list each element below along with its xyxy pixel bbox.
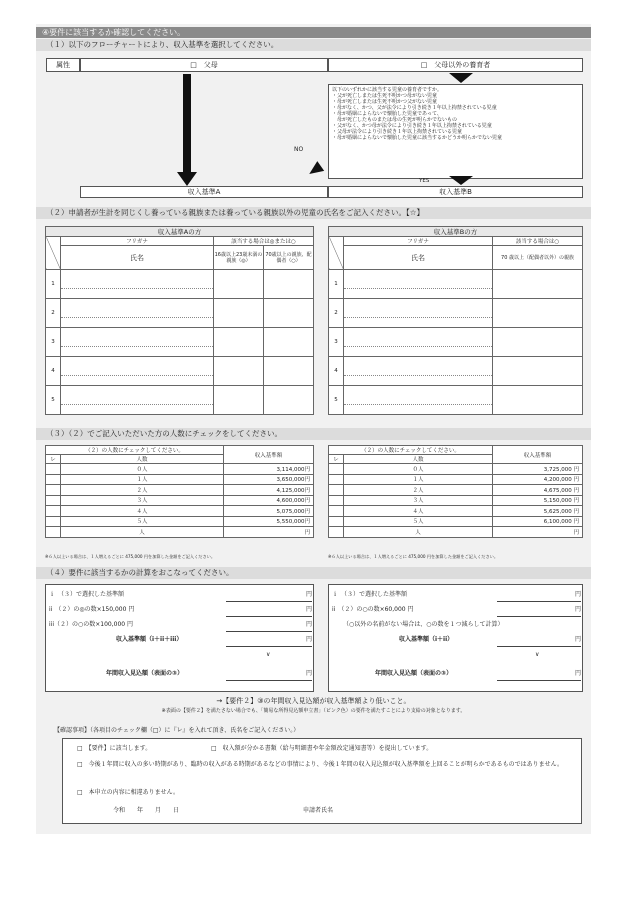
confirm-truth-checkbox[interactable]: □ 本申立の内容に相違ありません。 — [77, 789, 180, 796]
amount-cell: 4,600,000円 — [224, 495, 314, 506]
calc-b-ineq: ∨ — [535, 651, 540, 658]
row-number: 5 — [46, 386, 61, 415]
condition-line: ・父が死亡しまたは生死不明かつ母がない児童 — [332, 93, 438, 99]
count-check-cell[interactable] — [46, 495, 61, 506]
condition-line: ・母が婚姻によらないで懐胎した児童であって、 — [332, 111, 442, 117]
confirm-requirement-checkbox[interactable]: □ 【要件】に該当します。 — [77, 745, 152, 752]
amount-cell: 4,675,000 円 — [493, 485, 583, 496]
check-cell[interactable] — [493, 270, 583, 299]
check-cell[interactable] — [493, 357, 583, 386]
row-number: 3 — [329, 328, 344, 357]
yen: 円 — [575, 591, 582, 598]
check-cell[interactable] — [493, 299, 583, 328]
requirement2-note: ※表面の【要件２】を満たさない場合でも、「簡易な所得見込額申立書」（ピンク色）の要件を満たすことにより支給の対象となります。 — [161, 708, 466, 714]
arrow-down-small-icon — [449, 73, 473, 83]
applies-header: 該当する場合は○ — [493, 237, 583, 246]
calc-b-i: ｉ （３）で選択した基準額 — [332, 591, 408, 598]
count-table-b — [328, 445, 583, 538]
yen: 円 — [306, 670, 313, 677]
count-check-cell[interactable] — [329, 474, 344, 485]
requirement2: →【要件２】③の年間収入見込額が収入基準額より低いこと。 — [216, 697, 411, 705]
name-header: 氏名 — [344, 246, 493, 270]
row-number: 1 — [46, 270, 61, 299]
calc-a-total: 収入基準額（i＋ii＋iii） — [116, 636, 183, 643]
people-header: 人数 — [61, 455, 224, 464]
count-table-a — [45, 445, 314, 538]
check-cell[interactable] — [214, 270, 264, 299]
row-number: 3 — [46, 328, 61, 357]
people-cell: ５人 — [61, 516, 224, 527]
name-cell[interactable] — [344, 328, 493, 357]
yen: 円 — [306, 636, 313, 643]
yen: 円 — [575, 606, 582, 613]
confirm-document-checkbox[interactable]: □ 収入額が分かる書類（給与明細書や年金額改定通知書等）を提出しています。 — [211, 745, 433, 752]
name-cell[interactable] — [61, 386, 214, 415]
count-note-a: ※６人以上いる場合は、１人増えるごとに 475,000 円を加算した金額をご記入ください。 — [45, 554, 216, 559]
no-label: NO — [294, 146, 304, 153]
row-number: 4 — [46, 357, 61, 386]
amount-cell: 3,650,000円 — [224, 474, 314, 485]
applies-header: 該当する場合は◎または○ — [214, 237, 314, 246]
corner-cell — [46, 237, 61, 270]
amount-cell: 5,550,000円 — [224, 516, 314, 527]
condition-line: 母が死亡したものまたは母の生死が明らかでないもの — [332, 117, 458, 123]
amount-cell: 4,125,000円 — [224, 485, 314, 496]
name-header: 氏名 — [61, 246, 214, 270]
amount-header: 収入基準額 — [224, 446, 314, 464]
arrow-no-icon — [306, 161, 324, 179]
form-page — [36, 24, 591, 834]
count-check-cell[interactable] — [46, 506, 61, 517]
conditions-box — [328, 84, 583, 179]
col1-header: 70 歳以上（配偶者以外）の親族 — [493, 246, 583, 270]
step2-heading: （２）申請者が生計を同じくし養っている親族または養っている親族以外の児童の氏名をご記入ください。【☆】 — [36, 207, 591, 219]
name-cell[interactable] — [344, 357, 493, 386]
calc-b-annual: 年間収入見込額（表面の③） — [375, 670, 453, 677]
check-cell[interactable] — [214, 299, 264, 328]
people-header: 人数 — [344, 455, 493, 464]
people-cell: ５人 — [344, 516, 493, 527]
table-b — [328, 226, 583, 415]
amount-cell: 3,725,000 円 — [493, 464, 583, 475]
yen: 円 — [575, 636, 582, 643]
people-cell: ３人 — [344, 495, 493, 506]
row-number: 5 — [329, 386, 344, 415]
count-check-cell[interactable] — [46, 464, 61, 475]
condition-line: 以下のいずれかに該当する児童の養育者ですか。 — [332, 87, 443, 93]
people-cell: ２人 — [61, 485, 224, 496]
calc-b-note: （○以外の名前がない場合は、○の数を１つ減らして計算） — [343, 621, 504, 628]
calc-box-b — [328, 584, 583, 692]
condition-line: ・母が婚姻によらないで懐胎した児童に該当するかどうか明らかでない児童 — [332, 135, 503, 141]
name-cell[interactable] — [61, 357, 214, 386]
check-cell[interactable] — [264, 386, 314, 415]
others-checkbox[interactable]: □ 父母以外の養育者 — [328, 58, 583, 72]
amount-cell: 6,100,000 円 — [493, 516, 583, 527]
count-check-cell[interactable] — [329, 464, 344, 475]
check-cell[interactable] — [493, 328, 583, 357]
calc-a-ineq: ∨ — [266, 651, 271, 658]
check-cell[interactable] — [264, 357, 314, 386]
col2-header: 70歳以上の親族、配偶者（○） — [264, 246, 314, 270]
condition-line: ・母がなく、かつ、父が法令により引き続き１年以上拘禁されている児童 — [332, 105, 497, 111]
step3-heading: （３）（２）でご記入いただいた方の人数にチェックをしてください。 — [36, 428, 591, 440]
row-number: 2 — [46, 299, 61, 328]
condition-line: ・父母が法令により引き続き１年以上拘禁されている児童 — [332, 129, 463, 135]
people-cell: ０人 — [61, 464, 224, 475]
name-cell[interactable] — [344, 386, 493, 415]
condition-line: ・母が死亡しまたは生死不明かつ父がない児童 — [332, 99, 438, 105]
yen: 円 — [306, 606, 313, 613]
amount-cell: 3,114,000円 — [224, 464, 314, 475]
count-check-cell[interactable] — [329, 506, 344, 517]
arrow-yes-icon — [449, 176, 473, 185]
count-check-cell[interactable] — [46, 485, 61, 496]
result-a: 収入基準A — [80, 186, 328, 198]
yen: 円 — [575, 670, 582, 677]
calc-a-ii: ii （２）の◎の数×150,000 円 — [49, 606, 135, 613]
condition-line: ・父がなく、かつ母が法令により引き続き１年以上拘禁されている児童 — [332, 123, 492, 129]
confirm-box — [62, 738, 582, 824]
check-cell[interactable] — [214, 386, 264, 415]
yen: 円 — [306, 621, 313, 628]
amount-cell[interactable]: 円 — [224, 527, 314, 538]
table-a-title: 収入基準Aの方 — [46, 227, 314, 237]
row-number: 1 — [329, 270, 344, 299]
people-cell: １人 — [61, 474, 224, 485]
people-cell: ２人 — [344, 485, 493, 496]
calc-a-i: ｉ （３）で選択した基準額 — [49, 591, 125, 598]
yen: 円 — [306, 591, 313, 598]
check-cell[interactable] — [264, 270, 314, 299]
amount-header: 収入基準額 — [493, 446, 583, 464]
people-cell: ３人 — [61, 495, 224, 506]
calc-box-a — [45, 584, 314, 692]
calc-a-iii: iii（２）の○の数×100,000 円 — [49, 621, 133, 628]
confirm-title: 【確認事項】（各項目のチェック欄（□）に『レ』を入れて頂き、氏名をご記入ください。） — [54, 727, 300, 734]
arrow-down-icon — [183, 74, 191, 174]
name-cell[interactable] — [344, 270, 493, 299]
arrow-head-icon — [177, 172, 197, 186]
check-header: レ — [329, 455, 344, 464]
people-cell[interactable]: 人 — [344, 527, 493, 538]
attr-label: 属性 — [46, 58, 80, 72]
step1-heading: （１）以下のフローチャートにより、収入基準を選択してください。 — [36, 39, 591, 51]
check-cell[interactable] — [214, 357, 264, 386]
furigana-header: フリガナ — [344, 237, 493, 246]
name-cell[interactable] — [61, 270, 214, 299]
row-number: 2 — [329, 299, 344, 328]
count-check-cell[interactable] — [46, 527, 61, 538]
calc-b-total: 収入基準額（i＋ii） — [399, 636, 454, 643]
check-cell[interactable] — [264, 328, 314, 357]
check-cell[interactable] — [493, 386, 583, 415]
name-cell[interactable] — [61, 299, 214, 328]
result-b: 収入基準B — [328, 186, 583, 198]
people-cell: ４人 — [61, 506, 224, 517]
amount-cell: 5,625,000 円 — [493, 506, 583, 517]
count-head: （２）の人数にチェックしてください。 — [46, 446, 224, 455]
people-cell[interactable]: 人 — [61, 527, 224, 538]
calc-a-annual: 年間収入見込額（表面の③） — [106, 670, 184, 677]
count-check-cell[interactable] — [329, 495, 344, 506]
count-check-cell[interactable] — [329, 485, 344, 496]
people-cell: ０人 — [344, 464, 493, 475]
people-cell: １人 — [344, 474, 493, 485]
col1-header: 16歳以上23歳未満の親族（◎） — [214, 246, 264, 270]
check-cell[interactable] — [264, 299, 314, 328]
amount-cell: 5,150,000 円 — [493, 495, 583, 506]
name-cell[interactable] — [344, 299, 493, 328]
table-a — [45, 226, 314, 415]
furigana-header: フリガナ — [61, 237, 214, 246]
check-cell[interactable] — [214, 328, 264, 357]
name-cell[interactable] — [61, 328, 214, 357]
amount-cell[interactable]: 円 — [493, 527, 583, 538]
count-check-cell[interactable] — [329, 527, 344, 538]
row-number: 4 — [329, 357, 344, 386]
section-title: ④要件に該当するか確認してください。 — [36, 27, 591, 38]
amount-cell: 4,200,000 円 — [493, 474, 583, 485]
amount-cell: 5,075,000円 — [224, 506, 314, 517]
check-header: レ — [46, 455, 61, 464]
parents-checkbox[interactable]: □ 父母 — [80, 58, 328, 72]
date-field[interactable]: 令和 年 月 日 — [113, 807, 180, 814]
people-cell: ４人 — [344, 506, 493, 517]
table-b-title: 収入基準Bの方 — [329, 227, 583, 237]
applicant-name-field[interactable]: 申請者氏名 — [303, 807, 334, 814]
calc-b-ii: ii （２）の○の数×60,000 円 — [332, 606, 414, 613]
count-note-b: ※６人以上いる場合は、１人増えるごとに 475,000 円を加算した金額をご記入ください。 — [328, 554, 499, 559]
yes-label: YES — [419, 178, 430, 184]
count-check-cell[interactable] — [46, 516, 61, 527]
corner-cell — [329, 237, 344, 270]
step4-heading: （４）要件に該当するかの計算をおこなってください。 — [36, 567, 591, 579]
count-head: （２）の人数にチェックしてください。 — [329, 446, 493, 455]
confirm-income-checkbox[interactable]: □ 今後１年間に収入の多い時期があり、臨時の収入がある時期があるなどの事情により、今後１年間の収入見込額が収入基準額を上回ることが明らかであるものではありません。 — [77, 761, 564, 768]
count-check-cell[interactable] — [46, 474, 61, 485]
count-check-cell[interactable] — [329, 516, 344, 527]
